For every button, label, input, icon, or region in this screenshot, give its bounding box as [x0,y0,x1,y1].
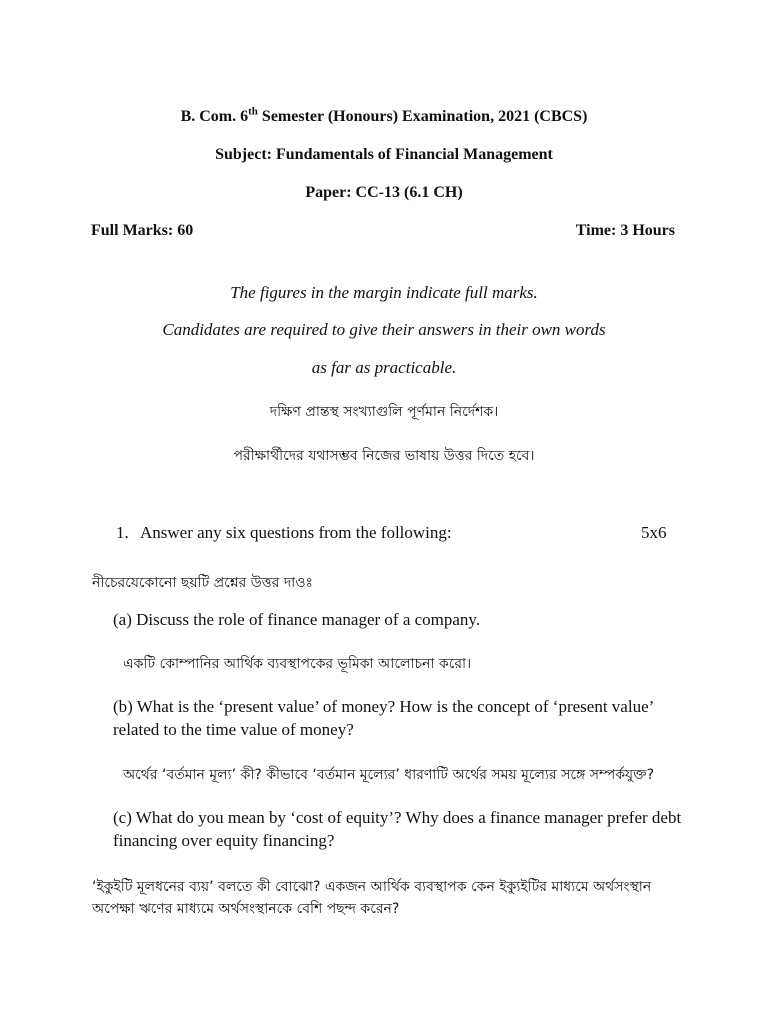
instruction-en-3: as far as practicable. [311,358,457,377]
instruction-en-1: The figures in the margin indicate full marks. [230,283,538,302]
paper-line: Paper: CC-13 (6.1 CH) [305,184,463,201]
question-text: Answer any six questions from the following: [140,523,452,542]
question-marks: 5x6 [641,523,667,542]
instruction-bn-2: পরীক্ষার্থীদের যথাসম্ভব নিজের ভাষায় উত্তর দিতে হবে। [233,448,535,464]
subject-line: Subject: Fundamentals of Financial Management [215,146,553,163]
exam-title-prefix: B. Com. 6 [180,108,249,125]
part-b-bn: অর্থের ‘বর্তমান মূল্য’ কী? কীভাবে ‘বর্তমান মূল্যের’ ধারণাটি অর্থের সময় মূল্যের সঙ্গে সম্পর্কযুক্ত? [123,767,655,783]
full-marks: Full Marks: 60 [91,222,194,239]
time-allowed: Time: 3 Hours [575,222,675,239]
exam-title [0,105,768,126]
question-bn: নীচেরযেকোনো ছয়টি প্রশ্নের উত্তর দাওঃ [92,575,314,591]
exam-title-suffix: Semester (Honours) Examination, 2021 (CBCS) [257,108,588,125]
instruction-bn-1: দক্ষিণ প্রান্তস্থ সংখ্যাগুলি পূর্ণমান নির্দেশক। [269,404,499,420]
question-number: 1. [116,523,129,542]
part-c-en: (c) What do you mean by ‘cost of equity’? Why does a finance manager prefer debt financing over equity financing? [113,808,682,850]
instruction-en-2: Candidates are required to give their answers in their own words [162,320,606,339]
part-a-bn: একটি কোম্পানির আর্থিক ব্যবস্থাপকের ভূমিকা আলোচনা করো। [123,656,472,672]
part-c-bn: ‘ইকুইটি মূলধনের ব্যয়’ বলতে কী বোঝো? একজন আর্থিক ব্যবস্থাপক কেন ইক্যুইটির মাধ্যমে অর্থসংস্থান অপেক্ষা ঋণের মাধ্যমে অর্থসংস্থানকে বেশি পছন্দ করেন? [92,879,652,917]
part-b-en: (b) What is the ‘present value’ of money? How is the concept of ‘present value’ related to the time value of money? [113,697,654,739]
exam-title-sup: th [248,105,258,118]
part-a-en: (a) Discuss the role of finance manager of a company. [113,610,481,629]
